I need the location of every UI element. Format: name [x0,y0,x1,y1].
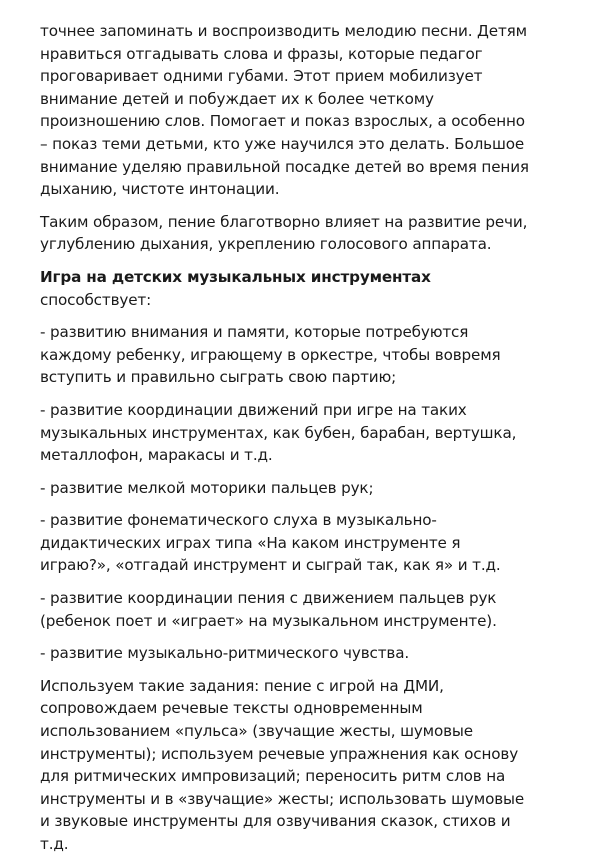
instruments-heading: Игра на детских музыкальных инструментах [40,267,431,286]
paragraph-singing-techniques: точнее запоминать и воспроизводить мелодию песни. Детям нравиться отгадывать слова и фразы, которые педагог проговаривает одними губами. Этот прием мобилизует внимание детей и побуждает их к более четкому произношению слов. Помогает и показ взрослых, а особенно – показ теми детьми, кто уже научился это делать. Большое внимание уделяю правильной посадке детей во время пения дыханию, чистоте интонации. [40,22,529,199]
paragraph-singing-conclusion: Таким образом, пение благотворно влияет на развитие речи, углублению дыхания, укреплению голосового аппарата. [40,212,528,254]
paragraph-tasks: Используем такие задания: пение с игрой на ДМИ, сопровождаем речевые тексты одновременным использованием «пульса» (звучащие жесты, шумовые инструменты); используем речевые упражнения как основу для ритмических импровизаций; переносить ритм слов на инструменты и в «звучащие» жесты; использовать шумовые и звуковые инструменты для озвучивания сказок, стихов и т.д. [40,676,525,853]
instruments-intro-text: способствует: [40,290,152,309]
document-page [40,20,570,866]
list-item-fine-motor: - развитие мелкой моторики пальцев рук; [40,478,374,497]
list-item-phonemic-hearing: - развитие фонематического слуха в музыкально- дидактических играх типа «На каком инструменте я играю?», «отгадай инструмент и сыграй так, как я» и т.д. [40,511,501,575]
paragraph-instruments-intro [40,266,570,311]
list-item-movement-coordination: - развитие координации движений при игре на таких музыкальных инструментах, как бубен, барабан, вертушка, металлофон, маракасы и т.д. [40,400,517,465]
list-item-attention-memory: - развитию внимания и памяти, которые потребуются каждому ребенку, играющему в оркестре, чтобы вовремя вступить и правильно сыграть свою партию; [40,323,501,387]
list-item-rhythm-sense: - развитие музыкально-ритмического чувства. [40,644,410,663]
list-item-singing-coordination: - развитие координации пения с движением пальцев рук (ребенок поет и «играет» на музыкальном инструменте). [40,589,497,630]
